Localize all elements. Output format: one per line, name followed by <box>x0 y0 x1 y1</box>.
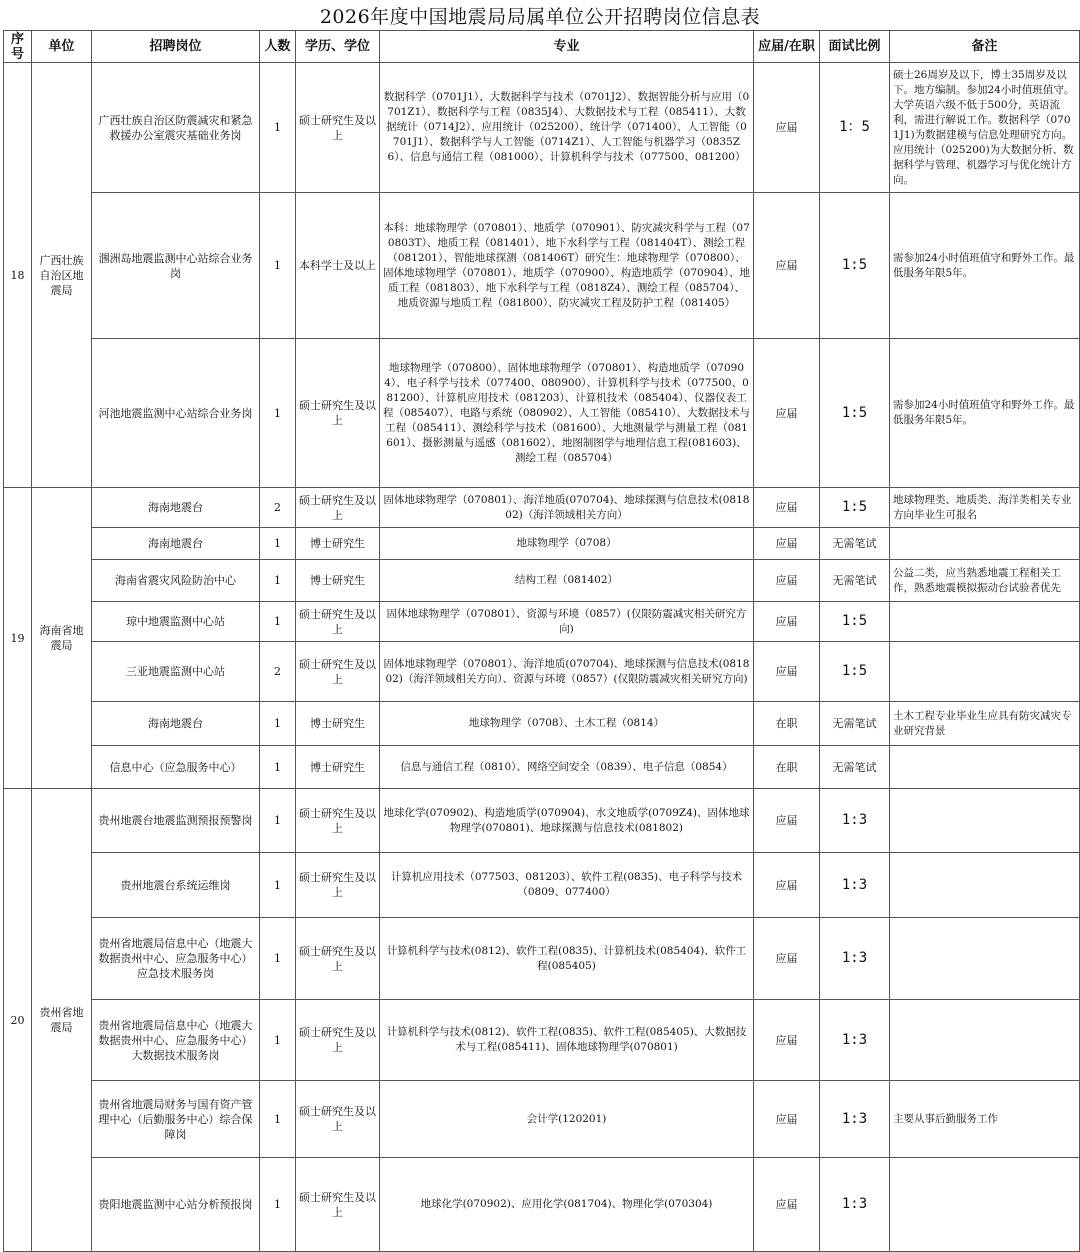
major-cell: 地球物理学（0708） <box>380 528 754 560</box>
education-cell: 博士研究生 <box>296 528 380 560</box>
status-cell: 应届 <box>754 488 820 528</box>
position-cell: 贵州地震台系统运维岗 <box>92 853 260 918</box>
education-cell: 本科学士及以上 <box>296 193 380 339</box>
note-cell <box>890 602 1080 642</box>
status-cell: 应届 <box>754 1158 820 1252</box>
ratio-cell: 无需笔试 <box>820 528 890 560</box>
education-cell: 硕士研究生及以上 <box>296 1000 380 1081</box>
major-cell: 固体地球物理学（070801）、海洋地质(070704)、地球探测与信息技术(081802)（海洋领域相关方向）、资源与环境（0857）(仅限防震减灾相关研究方向) <box>380 642 754 702</box>
status-cell: 应届 <box>754 339 820 488</box>
table-row <box>4 918 1080 1000</box>
position-cell: 三亚地震监测中心站 <box>92 642 260 702</box>
header-unit: 单位 <box>32 31 92 63</box>
count-cell: 1 <box>260 602 296 642</box>
major-cell: 计算机科学与技术(0812)、软件工程(0835)、软件工程(085405)、大数据技术与工程(085411)、固体地球物理学(070801) <box>380 1000 754 1081</box>
position-cell: 贵州地震台地震监测预报预警岗 <box>92 789 260 853</box>
count-cell: 1 <box>260 339 296 488</box>
major-cell: 数据科学（0701J1）、大数据科学与技术（0701J2）、数据智能分析与应用（0701Z1）、数据科学与工程（0835J4）、大数据技术与工程（085411）、大数据统计（0714J2）、应用统计（025200）、统计学（071400）、人工智能（0701J1）、数据科学与人工智能（0714Z1）、人工智能与机器学习（0835Z6）、信息与通信工程（081000）、计算机科学与技术（077500、081200） <box>380 63 754 193</box>
ratio-cell: 1：5 <box>820 63 890 193</box>
position-cell: 海南地震台 <box>92 528 260 560</box>
table-row <box>4 702 1080 746</box>
education-cell: 博士研究生 <box>296 560 380 602</box>
note-cell <box>890 1000 1080 1081</box>
count-cell: 1 <box>260 63 296 193</box>
note-cell: 地球物理类、地质类、海洋类相关专业方向毕业生可报名 <box>890 488 1080 528</box>
major-cell: 地球物理学（070800）、固体地球物理学（070801）、构造地质学（070904）、电子科学与技术（077400、080900）、计算机科学与技术（077500、081200）、计算机应用技术（081203）、计算机技术（085404）、仪器仪表工程（085407）、电路与系统（080902）、人工智能（085410）、大数据技术与工程（085411）、测绘科学与技术（081600）、大地测量学与测量工程（081601）、摄影测量与遥感（081602）、地图制图学与地理信息工程(081603)、测绘工程（085704） <box>380 339 754 488</box>
table-row <box>4 642 1080 702</box>
header-education: 学历、学位 <box>296 31 380 63</box>
position-cell: 信息中心（应急服务中心） <box>92 746 260 789</box>
group-seq: 18 <box>4 63 32 488</box>
education-cell: 硕士研究生及以上 <box>296 789 380 853</box>
table-row <box>4 602 1080 642</box>
major-cell: 固体地球物理学（070801）、海洋地质(070704)、地球探测与信息技术(081802)（海洋领域相关方向） <box>380 488 754 528</box>
education-cell: 博士研究生 <box>296 746 380 789</box>
note-cell: 需参加24小时值班值守和野外工作。最低服务年限5年。 <box>890 193 1080 339</box>
count-cell: 1 <box>260 746 296 789</box>
education-cell: 硕士研究生及以上 <box>296 853 380 918</box>
count-cell: 1 <box>260 789 296 853</box>
status-cell: 应届 <box>754 193 820 339</box>
status-cell: 在职 <box>754 702 820 746</box>
note-cell: 主要从事后勤服务工作 <box>890 1081 1080 1158</box>
education-cell: 硕士研究生及以上 <box>296 642 380 702</box>
position-cell: 海南地震台 <box>92 702 260 746</box>
table-row <box>4 1081 1080 1158</box>
status-cell: 应届 <box>754 560 820 602</box>
education-cell: 硕士研究生及以上 <box>296 339 380 488</box>
major-cell: 会计学(120201) <box>380 1081 754 1158</box>
table-row <box>4 1000 1080 1081</box>
count-cell: 1 <box>260 1081 296 1158</box>
ratio-cell: 无需笔试 <box>820 746 890 789</box>
count-cell: 1 <box>260 1158 296 1252</box>
group-seq: 19 <box>4 488 32 789</box>
major-cell: 地球化学(070902)、构造地质学(070904)、水文地质学(0709Z4)、固体地球物理学(070801)、地球探测与信息技术(081802) <box>380 789 754 853</box>
status-cell: 应届 <box>754 789 820 853</box>
ratio-cell: 1:3 <box>820 1158 890 1252</box>
ratio-cell: 1:3 <box>820 918 890 1000</box>
header-position: 招聘岗位 <box>92 31 260 63</box>
table-row <box>4 63 1080 193</box>
position-cell: 广西壮族自治区防震减灾和紧急救援办公室震灾基础业务岗 <box>92 63 260 193</box>
count-cell: 1 <box>260 853 296 918</box>
status-cell: 应届 <box>754 853 820 918</box>
ratio-cell: 1:5 <box>820 193 890 339</box>
count-cell: 1 <box>260 702 296 746</box>
major-cell: 信息与通信工程（0810）、网络空间安全（0839）、电子信息（0854） <box>380 746 754 789</box>
table-row <box>4 488 1080 528</box>
position-cell: 贵州省地震局财务与国有资产管理中心（后勤服务中心）综合保障岗 <box>92 1081 260 1158</box>
status-cell: 应届 <box>754 642 820 702</box>
major-cell: 计算机科学与技术(0812)、软件工程(0835)、计算机技术(085404)、软件工程(085405) <box>380 918 754 1000</box>
count-cell: 1 <box>260 918 296 1000</box>
table-row <box>4 193 1080 339</box>
note-cell <box>890 1158 1080 1252</box>
note-cell: 公益二类，应当熟悉地震工程相关工作，熟悉地震模拟振动台试验者优先 <box>890 560 1080 602</box>
ratio-cell: 1:3 <box>820 789 890 853</box>
ratio-cell: 1:3 <box>820 1000 890 1081</box>
table-row <box>4 339 1080 488</box>
table-row <box>4 746 1080 789</box>
note-cell: 需参加24小时值班值守和野外工作。最低服务年限5年。 <box>890 339 1080 488</box>
status-cell: 应届 <box>754 918 820 1000</box>
table-row <box>4 560 1080 602</box>
education-cell: 硕士研究生及以上 <box>296 1081 380 1158</box>
count-cell: 2 <box>260 642 296 702</box>
major-cell: 本科：地球物理学（070801）、地质学（070901）、防灾减灾科学与工程（070803T）、地质工程（081401）、地下水科学与工程（081404T）、测绘工程（081201）、智能地球探测（081406T）研究生：地球物理学（070800）、固体地球物理学（070801）、地质学（070900）、构造地质学（070904）、地质工程（081803）、地下水科学与工程（0818Z4）、测绘工程（085704）、地质资源与地质工程（081800）、防灾减灾工程及防护工程（081405） <box>380 193 754 339</box>
position-cell: 贵州省地震局信息中心（地震大数据贵州中心、应急服务中心）大数据技术服务岗 <box>92 1000 260 1081</box>
note-cell <box>890 642 1080 702</box>
recruitment-table <box>3 30 1080 1252</box>
note-cell <box>890 789 1080 853</box>
table-row <box>4 1158 1080 1252</box>
header-row <box>4 31 1080 63</box>
header-seq: 序号 <box>4 31 32 63</box>
note-cell: 土木工程专业毕业生应具有防灾减灾专业研究背景 <box>890 702 1080 746</box>
count-cell: 1 <box>260 560 296 602</box>
count-cell: 1 <box>260 193 296 339</box>
header-status: 应届/在职 <box>754 31 820 63</box>
header-major: 专业 <box>380 31 754 63</box>
education-cell: 硕士研究生及以上 <box>296 602 380 642</box>
table-row <box>4 789 1080 853</box>
position-cell: 涠洲岛地震监测中心站综合业务岗 <box>92 193 260 339</box>
header-count: 人数 <box>260 31 296 63</box>
position-cell: 贵州省地震局信息中心（地震大数据贵州中心、应急服务中心）应急技术服务岗 <box>92 918 260 1000</box>
education-cell: 硕士研究生及以上 <box>296 63 380 193</box>
ratio-cell: 1:3 <box>820 1081 890 1158</box>
ratio-cell: 1:5 <box>820 642 890 702</box>
ratio-cell: 1:5 <box>820 339 890 488</box>
status-cell: 应届 <box>754 528 820 560</box>
group-seq: 20 <box>4 789 32 1252</box>
header-ratio: 面试比例 <box>820 31 890 63</box>
note-cell <box>890 918 1080 1000</box>
education-cell: 博士研究生 <box>296 702 380 746</box>
major-cell: 地球化学(070902)、应用化学(081704)、物理化学(070304) <box>380 1158 754 1252</box>
table-row <box>4 853 1080 918</box>
ratio-cell: 无需笔试 <box>820 560 890 602</box>
education-cell: 硕士研究生及以上 <box>296 488 380 528</box>
position-cell: 贵阳地震监测中心站分析预报岗 <box>92 1158 260 1252</box>
major-cell: 结构工程（081402） <box>380 560 754 602</box>
note-cell: 硕士26周岁及以下，博士35周岁及以下。地方编制。参加24小时值班值守。大学英语六级不低于500分，英语流利，需进行解说工作。数据科学（0701J1)为数据建模与信息处理研究方向。应用统计（025200)为大数据分析、数据科学与管理、机器学习与优化统计方向。 <box>890 63 1080 193</box>
count-cell: 2 <box>260 488 296 528</box>
group-unit: 广西壮族自治区地震局 <box>32 63 92 488</box>
status-cell: 应届 <box>754 1081 820 1158</box>
page-title: 2026年度中国地震局局属单位公开招聘岗位信息表 <box>319 5 761 28</box>
group-unit: 贵州省地震局 <box>32 789 92 1252</box>
table-row <box>4 528 1080 560</box>
major-cell: 固体地球物理学（070801）、资源与环境（0857）(仅限防震减灾相关研究方向) <box>380 602 754 642</box>
count-cell: 1 <box>260 528 296 560</box>
education-cell: 硕士研究生及以上 <box>296 918 380 1000</box>
major-cell: 计算机应用技术（077503、081203）、软件工程(0835)、电子科学与技术（0809、077400） <box>380 853 754 918</box>
position-cell: 河池地震监测中心站综合业务岗 <box>92 339 260 488</box>
count-cell: 1 <box>260 1000 296 1081</box>
note-cell <box>890 853 1080 918</box>
ratio-cell: 1:5 <box>820 602 890 642</box>
note-cell <box>890 528 1080 560</box>
status-cell: 应届 <box>754 602 820 642</box>
position-cell: 海南省震灾风险防治中心 <box>92 560 260 602</box>
status-cell: 应届 <box>754 63 820 193</box>
note-cell <box>890 746 1080 789</box>
position-cell: 琼中地震监测中心站 <box>92 602 260 642</box>
ratio-cell: 1:3 <box>820 853 890 918</box>
education-cell: 硕士研究生及以上 <box>296 1158 380 1252</box>
group-unit: 海南省地震局 <box>32 488 92 789</box>
ratio-cell: 1:5 <box>820 488 890 528</box>
ratio-cell: 无需笔试 <box>820 702 890 746</box>
major-cell: 地球物理学（0708）、土木工程（0814） <box>380 702 754 746</box>
status-cell: 应届 <box>754 1000 820 1081</box>
status-cell: 在职 <box>754 746 820 789</box>
position-cell: 海南地震台 <box>92 488 260 528</box>
header-note: 备注 <box>890 31 1080 63</box>
